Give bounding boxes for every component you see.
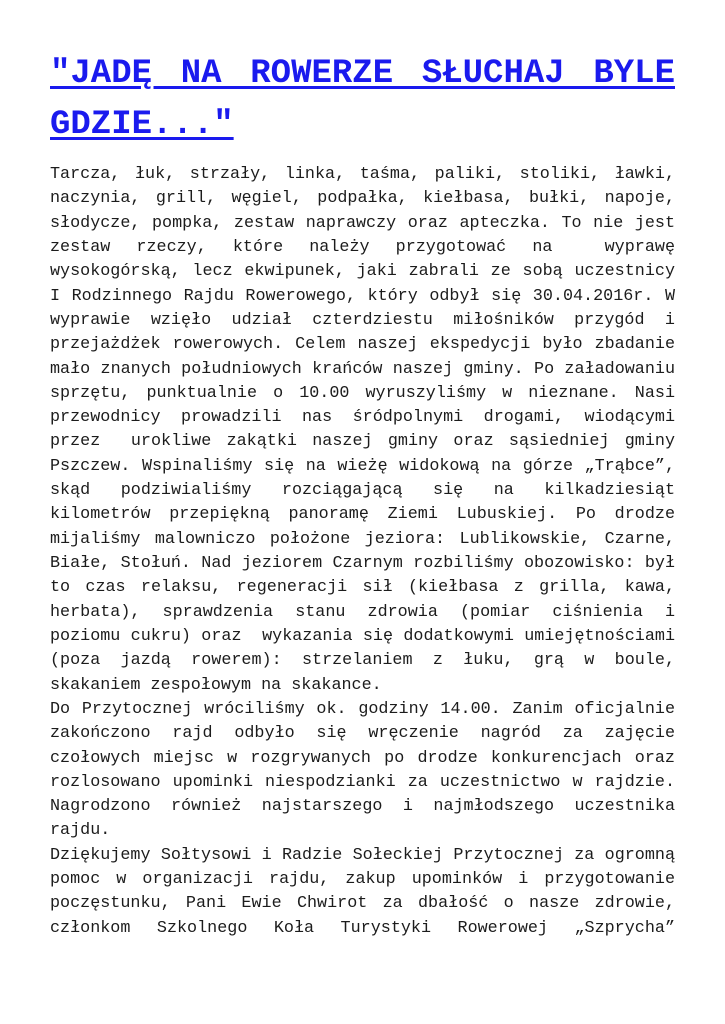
text-line: herbata), sprawdzenia stanu zdrowia (pomiar ciśnienia i [50, 602, 675, 622]
text-line: sprzętu, punktualnie o 10.00 wyruszyliśmy w nieznane. Nasi [50, 383, 675, 403]
text-line: Dziękujemy Sołtysowi i Radzie Sołeckiej Przytocznej za ogromną [50, 845, 675, 865]
text-line: naczynia, grill, węgiel, podpałka, kiełbasa, bułki, napoje, [50, 189, 675, 209]
text-line: Pszczew. Wspinaliśmy się na wieżę widokową na górze „Trąbce”, [50, 456, 675, 476]
text-line: wyprawie wzięło udział czterdziestu miłośników przygód i [50, 310, 675, 330]
text-line: to czas relaksu, regeneracji sił (kiełbasa z grilla, kawa, [50, 578, 675, 598]
paragraph [50, 698, 675, 844]
text-line: zakończono rajd odbyło się wręczenie nagród za zajęcie [50, 724, 675, 744]
text-line: I Rodzinnego Rajdu Rowerowego, który odbył się 30.04.2016r. W [50, 286, 675, 306]
paragraph [50, 163, 675, 698]
text-line: zestaw rzeczy, które należy przygotować na wyprawę [50, 237, 675, 257]
text-line: wysokogórską, lecz ekwipunek, jaki zabrali ze sobą uczestnicy [50, 262, 675, 282]
text-line: rozlosowano upominki niespodzianki za uczestnictwo w rajdzie. [50, 772, 675, 792]
text-line: słodycze, pompka, zestaw naprawczy oraz apteczka. To nie jest [50, 213, 675, 233]
text-line: pomoc w organizacji rajdu, zakup upominków i przygotowanie [50, 870, 675, 890]
document-title [50, 49, 675, 151]
text-line: (poza jazdą rowerem): strzelaniem z łuku, grą w boule, [50, 651, 675, 671]
text-line: Nagrodzono również najstarszego i najmłodszego uczestnika [50, 797, 675, 817]
text-line: czołowych miejsc w rozgrywanych po drodze konkurencjach oraz [50, 748, 675, 768]
text-line: poziomu cukru) oraz wykazania się dodatkowymi umiejętnościami [50, 626, 675, 646]
text-line: przejażdżek rowerowych. Celem naszej ekspedycji było zbadanie [50, 335, 675, 355]
paragraph [50, 844, 675, 941]
title-line: GDZIE..." [50, 106, 234, 144]
text-line: Białe, Stołuń. Nad jeziorem Czarnym rozbiliśmy obozowisko: był [50, 554, 675, 573]
text-line: skakaniem zespołowym na skakance. [50, 675, 382, 695]
title-line: "JADĘ NA ROWERZE SŁUCHAJ BYLE [50, 55, 675, 93]
text-line: kilometrów przepiękną panoramę Ziemi Lubuskiej. Po drodze [50, 505, 675, 525]
text-line: Do Przytocznej wróciliśmy ok. godziny 14.00. Zanim oficjalnie [50, 699, 675, 719]
document-body [50, 163, 675, 941]
text-line: skąd podziwialiśmy rozciągającą się na kilkadziesiąt [50, 481, 675, 501]
text-line: poczęstunku, Pani Ewie Chwirot za dbałość o nasze zdrowie, [50, 894, 675, 914]
text-line: rajdu. [50, 821, 111, 841]
text-line: przez urokliwe zakątki naszej gminy oraz sąsiedniej gminy [50, 432, 675, 452]
text-line: mało znanych południowych krańców naszej gminy. Po załadowaniu [50, 359, 675, 379]
text-line: mijaliśmy malowniczo położone jeziora: Lublikowskie, Czarne, [50, 529, 675, 549]
text-line: Tarcza, łuk, strzały, linka, taśma, paliki, stoliki, ławki, [50, 165, 675, 184]
text-line: przewodnicy prowadzili nas śródpolnymi drogami, wiodącymi [50, 408, 675, 428]
text-line: członkom Szkolnego Koła Turystyki Rowerowej „Szprycha” [50, 918, 675, 938]
